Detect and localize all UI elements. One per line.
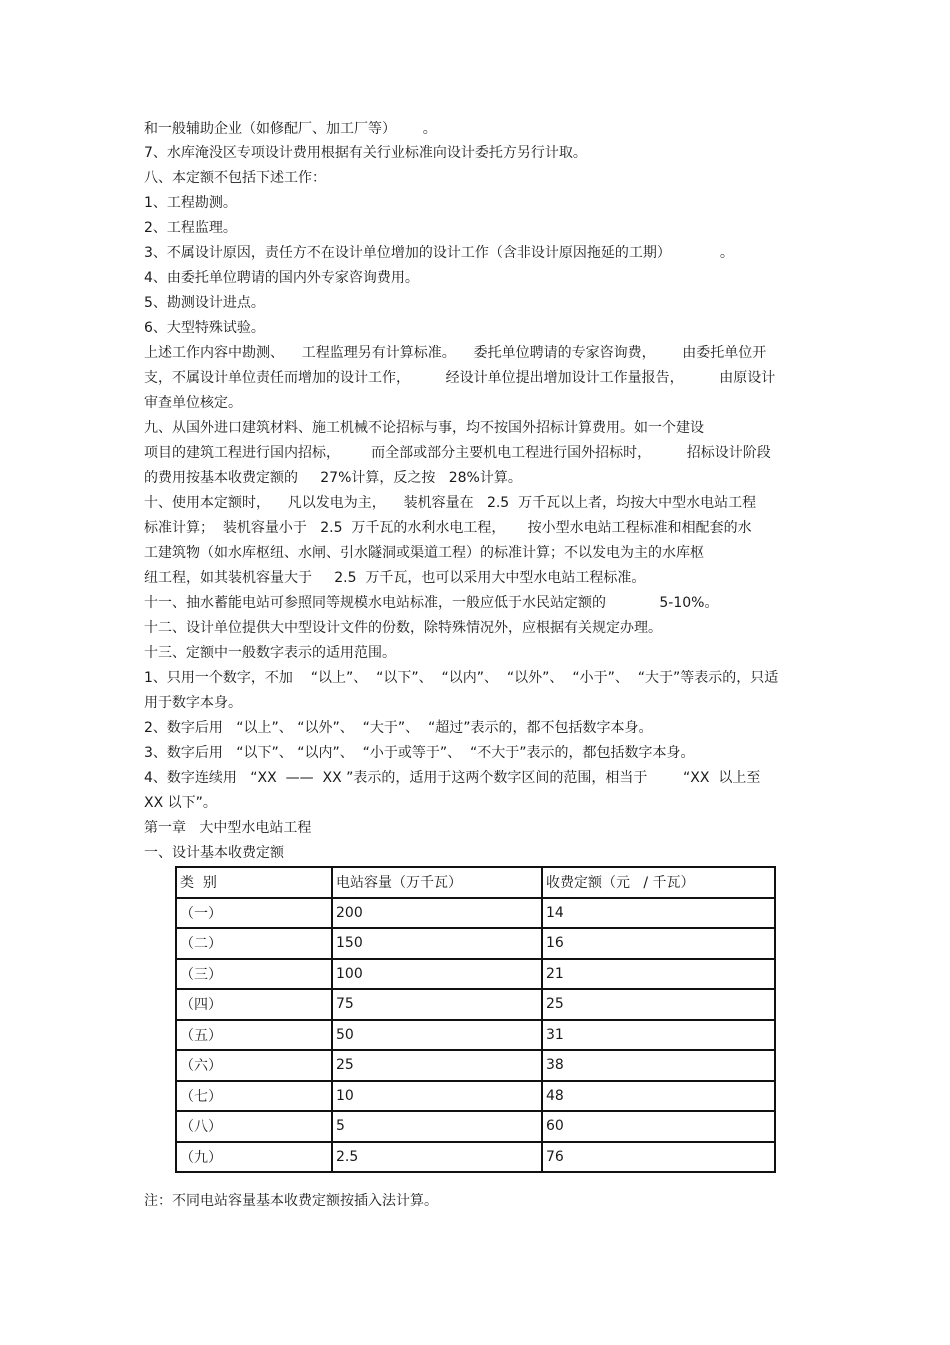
header-capacity: 电站容量（万千瓦）	[332, 867, 542, 898]
cell-fee: 76	[542, 1142, 775, 1173]
chapter-title: 第一章 大中型水电站工程	[144, 820, 312, 836]
text-line: 7、水库淹没区专项设计费用根据有关行业标准向设计委托方另行计取。	[144, 145, 587, 161]
list-item: 3、不属设计原因，责任方不在设计单位增加的设计工作（含非设计原因拖延的工期） 。	[144, 245, 734, 261]
section-heading: 一、设计基本收费定额	[144, 845, 284, 861]
header-category: 类 别	[176, 867, 332, 898]
cell-category: （五）	[176, 1020, 332, 1051]
cell-category: （九）	[176, 1142, 332, 1173]
cell-fee: 48	[542, 1081, 775, 1112]
table-row	[176, 1111, 775, 1142]
cell-capacity: 75	[332, 989, 542, 1020]
cell-capacity: 100	[332, 959, 542, 990]
cell-capacity: 5	[332, 1111, 542, 1142]
text-line: 审查单位核定。	[144, 395, 242, 411]
list-item: 3、数字后用 “以下”、 “以内”、 “小于或等于”、 “不大于”表示的，都包括数字本身。	[144, 745, 695, 761]
section-heading: 十、使用本定额时， 凡以发电为主， 装机容量在 2.5 万千瓦以上者，均按大中型水电站工程	[144, 495, 757, 511]
cell-category: （七）	[176, 1081, 332, 1112]
text-line: 用于数字本身。	[144, 695, 242, 711]
cell-fee: 38	[542, 1050, 775, 1081]
cell-fee: 21	[542, 959, 775, 990]
list-item: 1、工程勘测。	[144, 195, 237, 211]
text-line: 纽工程，如其装机容量大于 2.5 万千瓦，也可以采用大中型水电站工程标准。	[144, 570, 646, 586]
text-line: 支，不属设计单位责任而增加的设计工作， 经设计单位提出增加设计工作量报告， 由原设计	[144, 370, 776, 386]
list-item: 2、工程监理。	[144, 220, 237, 236]
cell-category: （八）	[176, 1111, 332, 1142]
cell-fee: 16	[542, 928, 775, 959]
cell-fee: 14	[542, 898, 775, 929]
cell-capacity: 25	[332, 1050, 542, 1081]
table-row	[176, 1020, 775, 1051]
list-item: 5、勘测设计进点。	[144, 295, 265, 311]
table-row	[176, 898, 775, 929]
section-heading: 九、从国外进口建筑材料、施工机械不论招标与事，均不按国外招标计算费用。如一个建设	[144, 420, 704, 436]
cell-capacity: 10	[332, 1081, 542, 1112]
list-item: 1、只用一个数字，不加 “以上”、 “以下”、 “以内”、 “以外”、 “小于”、 “大于”等表示的，只适	[144, 670, 779, 686]
table-header-row	[176, 867, 775, 898]
table-row	[176, 928, 775, 959]
cell-category: （三）	[176, 959, 332, 990]
text-line: 的费用按基本收费定额的 27%计算，反之按 28%计算。	[144, 470, 522, 486]
fee-table	[175, 866, 776, 1173]
section-heading: 十三、定额中一般数字表示的适用范围。	[144, 645, 396, 661]
text-line: 和一般辅助企业（如修配厂、加工厂等） 。	[144, 121, 437, 137]
list-item: 6、大型特殊试验。	[144, 320, 265, 336]
text-line: 项目的建筑工程进行国内招标， 而全部或部分主要机电工程进行国外招标时， 招标设计阶段	[144, 445, 771, 461]
cell-category: （四）	[176, 989, 332, 1020]
list-item: 4、由委托单位聘请的国内外专家咨询费用。	[144, 270, 419, 286]
cell-capacity: 2.5	[332, 1142, 542, 1173]
cell-category: （一）	[176, 898, 332, 929]
text-line: 标准计算； 装机容量小于 2.5 万千瓦的水利水电工程， 按小型水电站工程标准和相配套的水	[144, 520, 752, 536]
cell-fee: 31	[542, 1020, 775, 1051]
cell-capacity: 200	[332, 898, 542, 929]
header-fee: 收费定额（元 / 千瓦）	[542, 867, 775, 898]
table-note: 注：不同电站容量基本收费定额按插入法计算。	[144, 1193, 438, 1209]
list-item: 4、数字连续用 “XX —— XX ”表示的，适用于这两个数字区间的范围，相当于 “XX 以上至	[144, 770, 761, 786]
table-row	[176, 989, 775, 1020]
cell-category: （二）	[176, 928, 332, 959]
text-line: XX 以下”。	[144, 795, 217, 811]
cell-capacity: 150	[332, 928, 542, 959]
table-row	[176, 1050, 775, 1081]
cell-category: （六）	[176, 1050, 332, 1081]
cell-capacity: 50	[332, 1020, 542, 1051]
cell-fee: 25	[542, 989, 775, 1020]
table-row	[176, 959, 775, 990]
list-item: 2、数字后用 “以上”、 “以外”、 “大于”、 “超过”表示的，都不包括数字本身。	[144, 720, 653, 736]
section-heading: 十一、抽水蓄能电站可参照同等规模水电站标准，一般应低于水民站定额的 5-10%。	[144, 595, 719, 611]
section-heading: 十二、设计单位提供大中型设计文件的份数，除特殊情况外，应根据有关规定办理。	[144, 620, 662, 636]
text-line: 上述工作内容中勘测、 工程监理另有计算标准。 委托单位聘请的专家咨询费， 由委托单位开	[144, 345, 767, 361]
table-row	[176, 1081, 775, 1112]
cell-fee: 60	[542, 1111, 775, 1142]
section-heading: 八、本定额不包括下述工作：	[144, 170, 326, 186]
table-row	[176, 1142, 775, 1173]
text-line: 工建筑物（如水库枢纽、水闸、引水隧洞或渠道工程）的标准计算；不以发电为主的水库枢	[144, 545, 704, 561]
